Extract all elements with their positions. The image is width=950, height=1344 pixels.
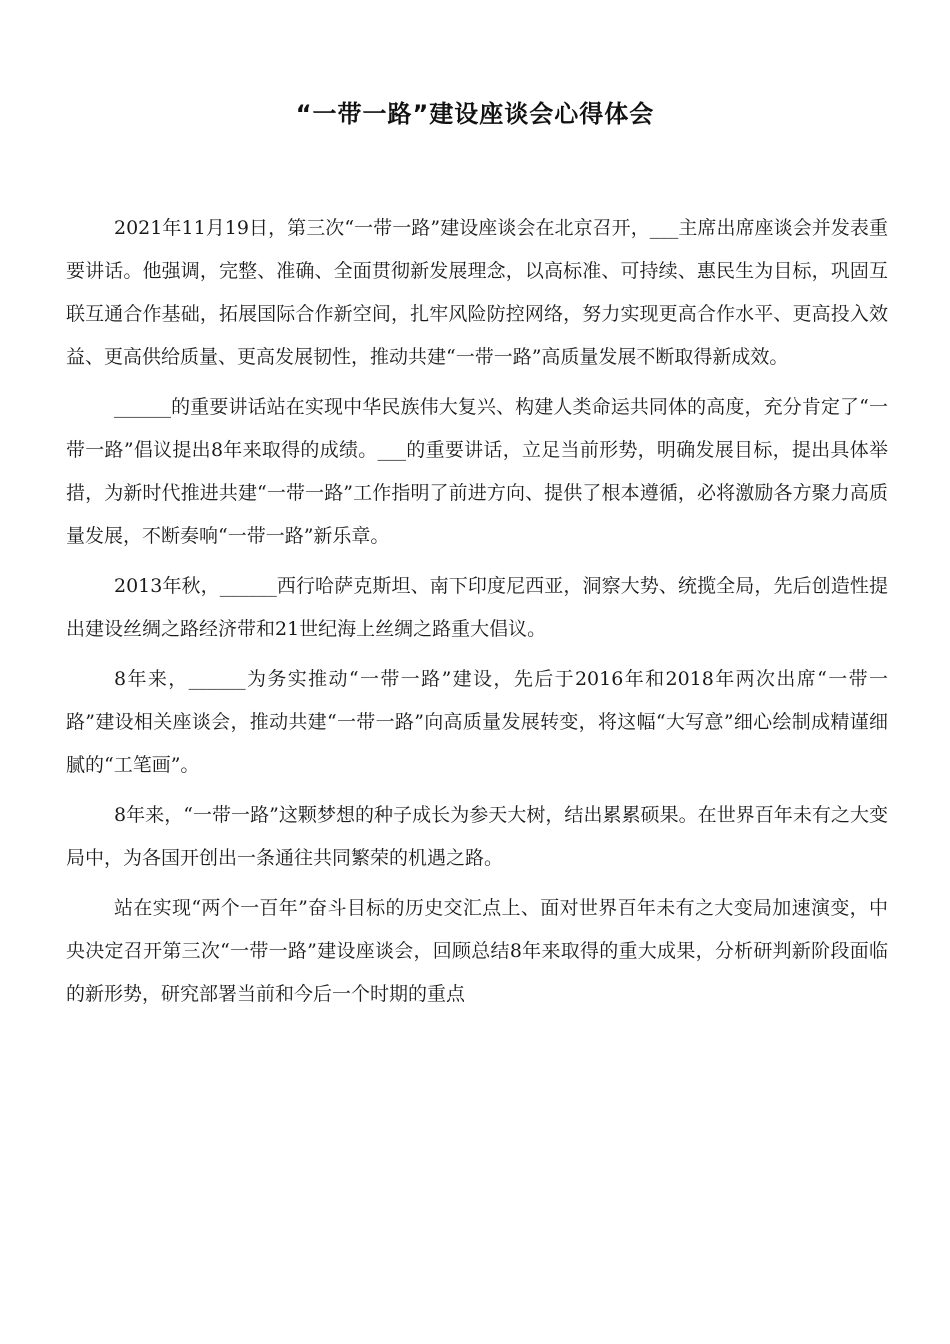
paragraph: 站在实现“两个一百年”奋斗目标的历史交汇点上、面对世界百年未有之大变局加速演变，中央决定召开第三次“一带一路”建设座谈会，回顾总结8年来取得的重大成果，分析研判新阶段面临的新形势，研究部署当前和今后一个时期的重点 bbox=[66, 897, 888, 1005]
paragraph: 2013年秋，______西行哈萨克斯坦、南下印度尼西亚，洞察大势、统揽全局，先后创造性提出建设丝绸之路经济带和21世纪海上丝绸之路重大倡议。 bbox=[66, 575, 888, 640]
document-title: “一带一路”建设座谈会心得体会 bbox=[295, 100, 655, 128]
document-body bbox=[66, 207, 888, 1023]
paragraph: 8年来，______为务实推动“一带一路”建设，先后于2016年和2018年两次出席“一带一路”建设相关座谈会，推动共建“一带一路”向高质量发展转变，将这幅“大写意”细心绘制成精谨细腻的“工笔画”。 bbox=[66, 668, 888, 776]
paragraph: ______的重要讲话站在实现中华民族伟大复兴、构建人类命运共同体的高度，充分肯定了“一带一路”倡议提出8年来取得的成绩。___的重要讲话，立足当前形势，明确发展目标，提出具体举措，为新时代推进共建“一带一路”工作指明了前进方向、提供了根本遵循，必将激励各方聚力高质量发展，不断奏响“一带一路”新乐章。 bbox=[66, 396, 888, 547]
paragraph: 8年来，“一带一路”这颗梦想的种子成长为参天大树，结出累累硕果。在世界百年未有之大变局中，为各国开创出一条通往共同繁荣的机遇之路。 bbox=[66, 804, 888, 869]
paragraph: 2021年11月19日，第三次“一带一路”建设座谈会在北京召开，___主席出席座谈会并发表重要讲话。他强调，完整、准确、全面贯彻新发展理念，以高标准、可持续、惠民生为目标，巩固互联互通合作基础，拓展国际合作新空间，扎牢风险防控网络，努力实现更高合作水平、更高投入效益、更高供给质量、更高发展韧性，推动共建“一带一路”高质量发展不断取得新成效。 bbox=[66, 217, 888, 368]
